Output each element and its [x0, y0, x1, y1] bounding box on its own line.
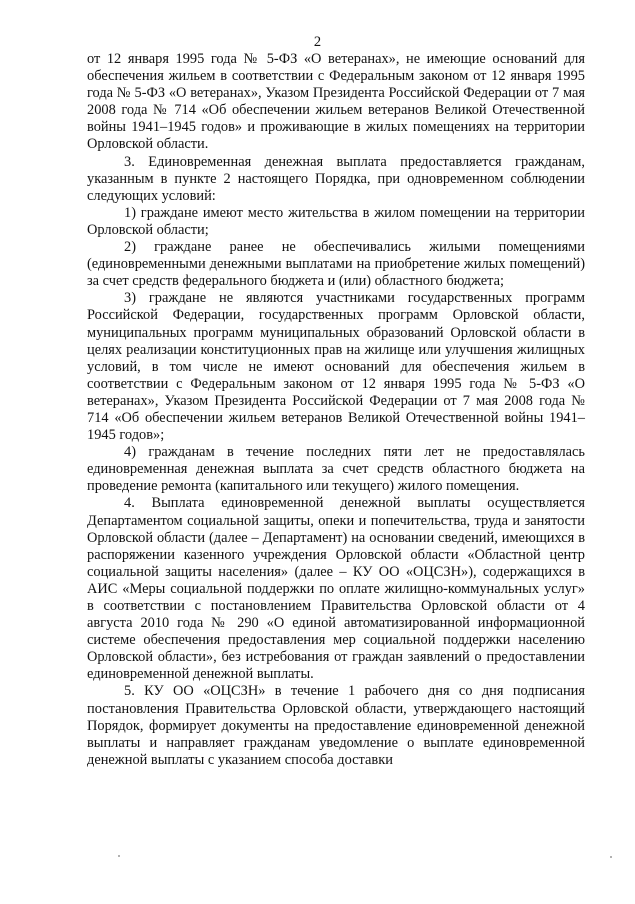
paragraph-condition-3: 3) граждане не являются участниками государственных программ Российской Федерации, государственных программ Орловской области, муниципальных программ муниципальных образований Орловской области в целях реализации конституционных прав на жилище или улучшения жилищных условий, в том числе не имеют оснований для обеспечения жильем в соответствии с Федеральным законом от 12 января 1995 года № 5-ФЗ «О ветеранах», Указом Президента Российской Федерации от 7 мая 2008 года № 714 «Об обеспечении жильем ветеранов Великой Отечественной войны 1941–1945 годов»; [87, 290, 585, 444]
paragraph-condition-4: 4) гражданам в течение последних пяти лет не предоставлялась единовременная денежная выплата за счет средств областного бюджета на проведение ремонта (капитального или текущего) жилого помещения. [87, 444, 585, 495]
paragraph-clause-4: 4. Выплата единовременной денежной выплаты осуществляется Департаментом социальной защиты, опеки и попечительства, труда и занятости Орловской области (далее – Департамент) на основании сведений, имеющихся в распоряжении казенного учреждения Орловской области «Областной центр социальной защиты населения» (далее – КУ ОО «ОЦСЗН»), содержащихся в АИС «Меры социальной поддержки по оплате жилищно-коммунальных услуг» в соответствии с постановлением Правительства Орловской области от 4 августа 2010 года № 290 «О единой автоматизированной информационной системе обеспечения предоставления мер социальной поддержки населению Орловской области», без истребования от граждан заявлений о предоставлении единовременной денежной выплаты. [87, 495, 585, 683]
document-body [87, 51, 585, 769]
paragraph-condition-2: 2) граждане ранее не обеспечивались жилыми помещениями (единовременными денежными выплатами на приобретение жилых помещений) за счет средств федерального бюджета и (или) областного бюджета; [87, 239, 585, 290]
paragraph-clause-5: 5. КУ ОО «ОЦСЗН» в течение 1 рабочего дня со дня подписания постановления Правительства Орловской области, утверждающего настоящий Порядок, формирует документы на предоставление единовременной денежной выплаты и направляет гражданам уведомление о выплате единовременной денежной выплаты с указанием способа доставки [87, 683, 585, 768]
page-number: 2 [313, 34, 322, 50]
scan-speck-left [118, 855, 120, 857]
paragraph-clause-3: 3. Единовременная денежная выплата предоставляется гражданам, указанным в пункте 2 настоящего Порядка, при одновременном соблюдении следующих условий: [87, 153, 585, 204]
scan-speck-right [610, 856, 612, 858]
paragraph-condition-1: 1) граждане имеют место жительства в жилом помещении на территории Орловской области; [87, 204, 585, 238]
paragraph-continuation: от 12 января 1995 года № 5-ФЗ «О ветеранах», не имеющие оснований для обеспечения жильем в соответствии с Федеральным законом от 12 января 1995 года № 5-ФЗ «О ветеранах», Указом Президента Российской Федерации от 7 мая 2008 года № 714 «Об обеспечении жильем ветеранов Великой Отечественной войны 1941–1945 годов» и проживающие в жилых помещениях на территории Орловской области. [87, 51, 585, 153]
